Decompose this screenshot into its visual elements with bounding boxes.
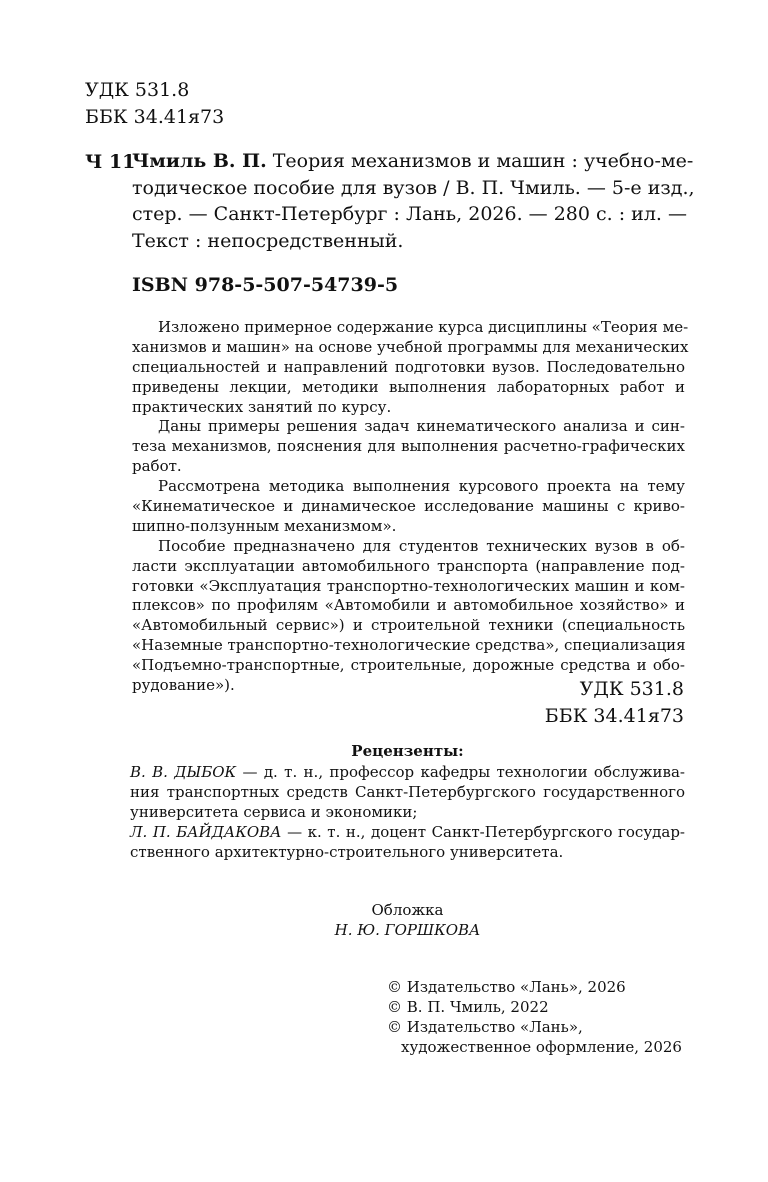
abstract-line — [132, 337, 689, 358]
abstract-text: Даны примеры решения задач кинематического анализа и син- — [158, 417, 685, 436]
copyright-block — [387, 978, 682, 1058]
bbk-code: ББК 34.41я73 — [85, 106, 225, 128]
copyright-line: © В. П. Чмиль, 2022 — [387, 997, 549, 1016]
abstract-line — [132, 378, 685, 398]
abstract-line — [132, 616, 685, 636]
bbk-code: ББК 34.41я73 — [544, 705, 684, 727]
abstract-line — [132, 477, 685, 497]
cover-label: Обложка — [371, 901, 444, 919]
abstract-text: «Автомобильный сервис») и строительной техники (специальность — [132, 616, 685, 635]
classification-top — [85, 77, 224, 131]
abstract-text: Пособие предназначено для студентов технических вузов в об- — [158, 536, 685, 555]
abstract-text: теза механизмов, пояснения для выполнения расчетно-графических — [132, 437, 685, 456]
abstract-line — [132, 596, 685, 616]
biblio-line — [132, 148, 694, 175]
reviewer-name: В. В. ДЫБОК — [130, 763, 237, 781]
abstract-text: плексов» по профилям «Автомобили и автомобильное хозяйство» и — [132, 596, 685, 615]
biblio-title: Теория механизмов и машин : учебно-ме- — [266, 150, 694, 172]
biblio-line — [132, 201, 685, 228]
author-name: Чмиль В. П. — [132, 150, 267, 172]
reviewer-line — [130, 783, 685, 803]
abstract-line — [132, 636, 685, 656]
abstract-line — [132, 557, 685, 577]
copyright-line: © Издательство «Лань», — [387, 1017, 583, 1036]
abstract-line — [132, 497, 685, 517]
abstract-text: Рассмотрена методика выполнения курсового проекта на тему — [158, 477, 685, 496]
copyright-line: © Издательство «Лань», 2026 — [387, 978, 626, 996]
reviewers-list — [130, 763, 685, 862]
reviewer-line — [130, 843, 685, 863]
abstract-text: работ. — [132, 457, 182, 476]
reviewer-line — [130, 803, 685, 823]
reviewer-text: ственного архитектурно-строительного университета. — [130, 842, 564, 861]
abstract-text: «Наземные транспортно-технологические средства», специализация — [132, 636, 686, 655]
abstract-text: ласти эксплуатации автомобильного транспорта (направление под- — [132, 556, 685, 575]
abstract-line — [132, 457, 685, 477]
abstract-line — [132, 537, 685, 557]
reviewer-text: — д. т. н., профессор кафедры технологии обслужива- — [236, 763, 685, 781]
biblio-line — [132, 228, 685, 255]
biblio-text: тодическое пособие для вузов / В. П. Чмиль. — 5-е изд., — [132, 176, 695, 199]
abstract-line — [132, 358, 685, 378]
abstract-text: практических занятий по курсу. — [132, 397, 392, 416]
isbn: ISBN 978-5-507-54739-5 — [132, 274, 399, 296]
abstract-line — [132, 417, 685, 437]
abstract-line — [132, 318, 689, 338]
abstract-text: «Кинематическое и динамическое исследование машины с криво- — [132, 497, 685, 516]
abstract-text: рудование»). — [132, 676, 235, 695]
cover-credit — [130, 900, 685, 940]
cover-artist: Н. Ю. ГОРШКОВА — [334, 921, 481, 939]
abstract-text: Изложено примерное содержание курса дисциплины «Теория ме- — [158, 318, 689, 336]
reviewer-text: ния транспортных средств Санкт-Петербургского государственного — [130, 782, 685, 801]
abstract-line — [132, 517, 685, 537]
reviewer-text: университета сервиса и экономики; — [130, 802, 418, 821]
abstract-line — [132, 577, 685, 597]
biblio-line — [132, 175, 695, 202]
abstract-text: специальностей и направлений подготовки вузов. Последовательно — [132, 357, 685, 376]
abstract-text: шипно-ползунным механизмом». — [132, 516, 397, 535]
abstract-text: «Подъемно-транспортные, строительные, дорожные средства и обо- — [132, 656, 685, 675]
author-mark: Ч 11 — [85, 151, 136, 173]
abstract — [132, 318, 689, 696]
udk-code: УДК 531.8 — [579, 678, 684, 700]
abstract-line — [132, 656, 685, 676]
reviewer-line — [130, 763, 685, 783]
reviewers-heading: Рецензенты: — [351, 742, 464, 760]
abstract-line — [132, 437, 685, 457]
abstract-text: ханизмов и машин» на основе учебной программы для механических — [132, 337, 689, 356]
biblio-text: стер. — Санкт-Петербург : Лань, 2026. — 280 с. : ил. — — [132, 203, 687, 225]
abstract-text: приведены лекции, методики выполнения лабораторных работ и — [132, 377, 685, 396]
bibliographic-record — [132, 148, 695, 254]
reviewer-name: Л. П. БАЙДАКОВА — [130, 822, 282, 841]
copyright-line: художественное оформление, 2026 — [401, 1037, 682, 1056]
reviewer-text: — к. т. н., доцент Санкт-Петербургского государ- — [281, 822, 685, 841]
biblio-text: Текст : непосредственный. — [132, 229, 404, 252]
reviewer-line — [130, 823, 685, 843]
abstract-line — [132, 398, 685, 418]
abstract-text: готовки «Эксплуатация транспортно-технологических машин и ком- — [132, 576, 685, 595]
classification-right — [545, 676, 684, 730]
udk-code: УДК 531.8 — [85, 79, 190, 101]
